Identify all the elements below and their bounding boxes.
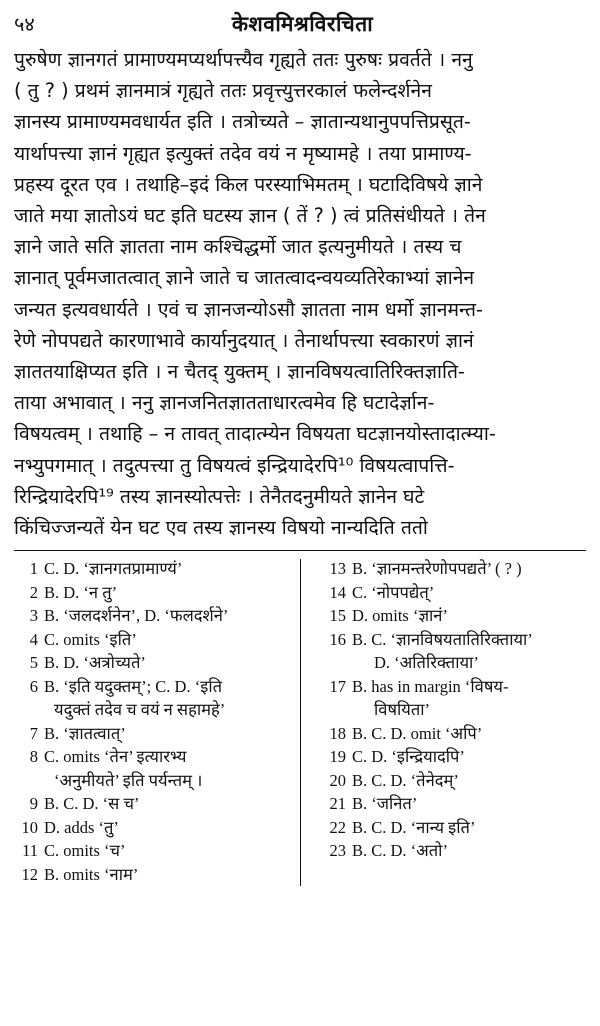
footnote-number: 21	[329, 794, 346, 814]
footnote-text: B. C. D. omit ‘अपि’	[352, 723, 483, 743]
footnote-number: 23	[329, 841, 346, 861]
footnote-text: B. D. ‘न तु’	[44, 582, 118, 602]
footnote-item	[14, 792, 286, 816]
text-line: प्रहस्य दूरत एव । तथाहि–इदं किल परस्याभिमतम् । घटादिविषये ज्ञाने	[14, 172, 483, 196]
page-header	[14, 10, 586, 40]
footnote-item	[322, 816, 586, 840]
footnote-text: B. ‘इति यदुक्तम्’; C. D. ‘इति	[44, 676, 223, 696]
text-line: ताया अभावात् । ननु ज्ञानजनितज्ञातताधारत्वमेव हि घटादेर्ज्ञान-	[14, 391, 435, 415]
footnote-item	[322, 557, 586, 581]
footnote-text: D. omits ‘ज्ञानं’	[352, 606, 448, 626]
footnote-number: 9	[29, 794, 38, 814]
footnote-item	[14, 581, 286, 605]
text-line: ज्ञाततयाक्षिप्यत इति । न चैतद् युक्तम् । ज्ञानविषयत्वातिरिक्तज्ञाति-	[14, 360, 465, 384]
footnote-text: B. ‘जलदर्शनेन’, D. ‘फलदर्शने’	[44, 606, 229, 626]
footnote-number: 5	[29, 653, 38, 673]
footnote-number: 12	[21, 864, 38, 884]
text-line: नभ्युपगमात् । तदुत्पत्त्या तु विषयत्वं इन्द्रियादेरपि¹⁰ विषयत्वापत्ति-	[14, 453, 455, 477]
footnote-item	[14, 604, 286, 628]
footnote-item	[14, 816, 286, 840]
footnote-item	[14, 839, 286, 863]
footnote-item	[322, 792, 586, 816]
footnote-item	[322, 839, 586, 863]
text-line: विषयत्वम् । तथाहि – न तावत् तादात्म्येन विषयता घटज्ञानयोस्तादात्म्या-	[14, 422, 496, 446]
footnote-item	[322, 604, 586, 628]
footnote-text: B. has in margin ‘विषय-	[352, 676, 509, 696]
footnote-item	[14, 675, 286, 699]
footnote-text: B. D. ‘अत्रोच्यते’	[44, 653, 146, 673]
footnote-number: 14	[329, 582, 346, 602]
footnote-continuation: D. ‘अतिरिक्ताया’	[374, 653, 479, 673]
footnote-text: B. C. D. ‘स च’	[44, 794, 140, 814]
footnote-item	[14, 745, 286, 769]
footnote-number: 22	[329, 817, 346, 837]
footnotes-right-column	[300, 557, 586, 886]
footnote-item	[14, 651, 286, 675]
text-line: रेणे नोपपद्यते कारणाभावे कार्यानुदयात् । तेनार्थापत्त्या स्वकारणं ज्ञानं	[14, 328, 474, 352]
footnote-number: 3	[29, 606, 38, 626]
footnote-number: 6	[29, 676, 38, 696]
footnote-text: C. D. ‘इन्द्रियादपि’	[352, 747, 465, 767]
footnote-text: C. omits ‘च’	[44, 841, 126, 861]
footnote-number: 18	[329, 723, 346, 743]
footnote-text: B. ‘ज्ञानमन्तरेणोपपद्यते’ ( ? )	[352, 559, 522, 579]
footnote-item	[14, 628, 286, 652]
text-line: ज्ञानात् पूर्वमजातत्वात् ज्ञाने जाते च जातत्वादन्वयव्यतिरेकाभ्यां ज्ञानेन	[14, 266, 475, 290]
footnote-text: B. ‘जनित’	[352, 794, 418, 814]
text-line: ज्ञाने जाते सति ज्ञातता नाम कश्चिद्धर्मो जात इत्यनुमीयते । तस्य च	[14, 235, 462, 259]
text-line: पुरुषेण ज्ञानगतं प्रामाण्यमप्यर्थापत्त्यैव गृह्यते ततः पुरुषः प्रवर्तते । ननु	[14, 48, 473, 71]
footnote-item	[14, 722, 286, 746]
footnote-text: B. C. ‘ज्ञानविषयतातिरिक्ताया’	[352, 629, 533, 649]
text-line: रिन्द्रियादेरपि¹⁹ तस्य ज्ञानस्योत्पत्तेः । तेनैतदनुमीयते ज्ञानेन घटे	[14, 484, 425, 508]
footnote-number: 11	[22, 841, 38, 861]
footnote-item	[14, 557, 286, 581]
footnote-item	[322, 745, 586, 769]
footnote-text: B. C. D. ‘अतो’	[352, 841, 448, 861]
footnote-number: 10	[21, 817, 38, 837]
footnote-number: 2	[29, 582, 38, 602]
folio-number: ५४	[14, 12, 35, 36]
footnote-number: 8	[29, 747, 38, 767]
footnote-item	[322, 769, 586, 793]
footnote-number: 15	[329, 606, 346, 626]
footnote-item	[322, 722, 586, 746]
footnote-text: B. C. D. ‘नान्य इति’	[352, 817, 476, 837]
footnote-text: C. omits ‘इति’	[44, 629, 137, 649]
footnote-continuation: विषयिता’	[374, 700, 431, 720]
footnote-number: 17	[329, 676, 346, 696]
footnote-number: 16	[329, 629, 346, 649]
text-line: जाते मया ज्ञातोऽयं घट इति घटस्य ज्ञान ( तें ? ) त्वं प्रतिसंधीयते । तेन	[14, 204, 486, 228]
footnote-text: B. ‘ज्ञातत्वात्’	[44, 723, 126, 743]
footnote-text: C. D. ‘ज्ञानगतप्रामाण्यं’	[44, 559, 183, 579]
footnote-number: 13	[329, 559, 346, 579]
footnote-continuation: यदुक्तं तदेव च वयं न सहामहे’	[54, 700, 226, 720]
footnote-item	[322, 581, 586, 605]
footnotes-left-column	[14, 557, 300, 886]
footnote-number: 20	[329, 770, 346, 790]
footnote-column-divider	[300, 559, 301, 886]
footnote-divider	[14, 550, 586, 551]
text-line: यार्थापत्त्या ज्ञानं गृह्यत इत्युक्तं तदेव वयं न मृष्यामहे । तया प्रामाण्य-	[14, 141, 472, 165]
footnote-text: C. ‘नोपपद्येत्’	[352, 582, 435, 602]
text-line: ( तु ? ) प्रथमं ज्ञानमात्रं गृह्यते ततः प्रवृत्त्युत्तरकालं फलेन्दर्शनेन	[14, 79, 432, 103]
footnote-number: 7	[29, 723, 38, 743]
footnote-number: 4	[29, 629, 38, 649]
text-line: जन्यत इत्यवधार्यते । एवं च ज्ञानजन्योऽसौ ज्ञातता नाम धर्मो ज्ञानमन्त-	[14, 297, 483, 321]
footnote-item	[14, 863, 286, 887]
footnote-number: 1	[29, 559, 38, 579]
footnotes-section	[14, 557, 586, 886]
footnote-text: B. C. D. ‘तेनेदम्’	[352, 770, 459, 790]
main-text-block	[14, 44, 586, 543]
footnote-item	[322, 628, 586, 652]
footnote-continuation: ‘अनुमीयते’ इति पर्यन्तम् ।	[54, 770, 203, 790]
footnote-text: C. omits ‘तेन’ इत्यारभ्य	[44, 747, 187, 767]
text-line: ज्ञानस्य प्रामाण्यमवधार्यत इति । तत्रोच्यते – ज्ञातान्यथानुपपत्तिप्रसूत-	[14, 110, 471, 134]
footnote-number: 19	[329, 747, 346, 767]
footnote-item	[322, 675, 586, 699]
footnote-text: B. omits ‘नाम’	[44, 864, 139, 884]
footnote-text: D. adds ‘तु’	[44, 817, 119, 837]
running-title: केशवमिश्रविरचिता	[231, 12, 374, 36]
text-line: किंचिज्जन्यतें येन घट एव तस्य ज्ञानस्य विषयो नान्यदिति ततो	[14, 516, 428, 540]
